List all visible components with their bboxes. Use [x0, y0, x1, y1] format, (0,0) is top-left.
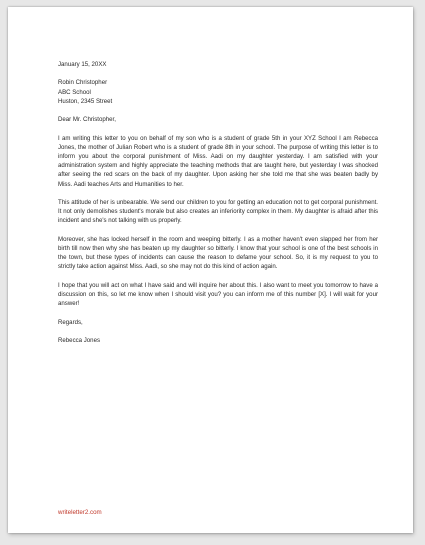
- closing: Regards,: [58, 318, 83, 326]
- letter-page: [8, 7, 413, 533]
- recipient-name: Robin Christopher: [58, 79, 108, 87]
- letter-date: January 15, 20XX: [58, 61, 107, 68]
- recipient-school: ABC School: [58, 88, 91, 96]
- paragraph-3: Moreover, she has locked herself in the room and weeping bitterly. I as a mother haven't even slapped her from her birth till now then why she has beaten up my daughter so bitterly. I know that your school is one of the best schools in the town, but these types of incidents can cause the reason to defame your school. So, it is my request to you to strictly take action against Miss. Aadi, so she may not do this kind of action again.: [58, 235, 378, 271]
- paragraph-1: I am writing this letter to you on behalf of my son who is a student of grade 5th in your XYZ School I am Rebecca Jones, the mother of Julian Robert who is a student of grade 8th in your school. The purpose of writing this letter is to inform you about the corporal punishment of Miss. Aadi on my daughter yesterday. I am satisfied with your administration system and highly appreciate the teaching methods that are taught here, but yesterday I was shocked after seeing the red scars on the back of my daughter. Upon asking her she told me that she was beaten badly by Miss. Aadi teaches Arts and Humanities to her.: [58, 134, 378, 188]
- signature: Rebecca Jones: [58, 336, 101, 344]
- paragraph-2: This attitude of her is unbearable. We send our children to you for getting an education not to get corporal punishment. It not only demolishes student's morale but also creates an inferiority complex in them. My daughter is afraid after this incident and she's not talking with us properly.: [58, 198, 378, 225]
- footer-website-link[interactable]: writeletter2.com: [58, 509, 102, 516]
- letter-body: [58, 60, 378, 345]
- recipient-address: Huston, 2345 Street: [58, 97, 113, 105]
- salutation: Dear Mr. Christopher,: [58, 116, 116, 124]
- paragraph-4: I hope that you will act on what I have said and will inquire her about this. I also want to meet you tomorrow to have a discussion on this, so let me know when I should visit you? you can inform me of this number [X]. I will wait for your answer!: [58, 281, 378, 308]
